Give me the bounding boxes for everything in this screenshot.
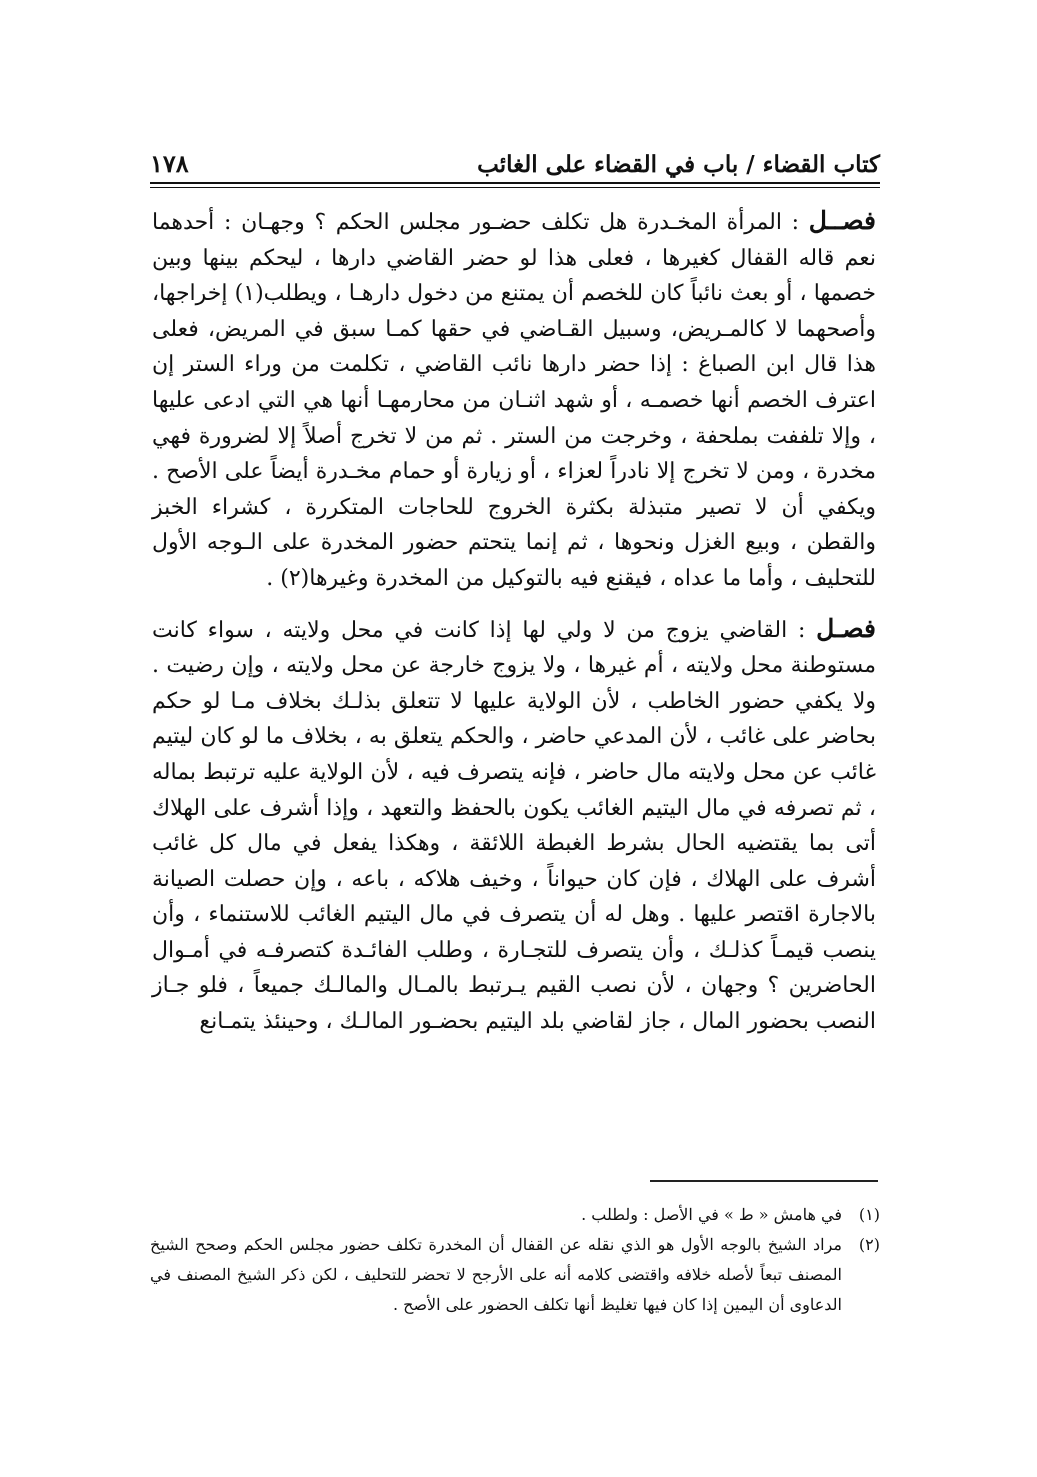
section-keyword: فصــل (808, 206, 876, 235)
running-title: كتاب القضاء / باب في القضاء على الغائب (477, 151, 880, 178)
footnote-rule (650, 1180, 878, 1182)
footnote-item (150, 1200, 880, 1230)
footnote-text: مراد الشيخ بالوجه الأول هو الذي نقله عن القفال أن المخدرة تكلف حضور مجلس الحكم وصحح الشيخ المصنف تبعاً لأصله خلافه واقتضى كلامه أنه على الأرجح لا تحضر للتحليف ، لكن ذكر الشيخ المصنف في الدعاوى أن اليمين إذا كان فيها تغليظ أنها تكلف الحضور على الأصح . (150, 1235, 842, 1314)
header-rule (150, 182, 880, 188)
footnote-text: في هامش « ط » في الأصل : ولطلب . (581, 1205, 842, 1224)
page-header (150, 128, 880, 178)
footnote-number: (١) (858, 1205, 880, 1224)
section-paragraph (152, 203, 876, 597)
section-text: : القاضي يزوج من لا ولي لها إذا كانت في محل ولايته ، سواء كانت مستوطنة محل ولايته ، أم غيرها ، ولا يزوج خارجة عن محل ولايته ، وإن رضيت . ولا يكفي حضور الخاطب ، لأن الولاية عليها لا تتعلق بذلـك بخلاف مـا لو حكم بحاضر على غائب ، لأن المدعي حاضر ، والحكم يتعلق به ، بخلاف ما لو كان ليتيم غائب عن محل ولايته مال حاضر ، فإنه يتصرف فيه ، لأن الولاية عليه ترتبط بماله ، ثم تصرفه في مال اليتيم الغائب يكون بالحفظ والتعهد ، وإذا أشرف على الهلاك أتى بما يقتضيه الحال بشرط الغبطة اللائقة ، وهكذا يفعل في مال كل غائب أشرف على الهلاك ، فإن كان حيواناً ، وخيف هلاكه ، باعه ، وإن حصلت الصيانة بالاجارة اقتصر عليها . وهل له أن يتصرف في مال اليتيم الغائب للاستنماء ، وأن ينصب قيمـاً كذلـك ، وأن يتصرف للتجـارة ، وطلب الفائـدة كتصرفـه في أمـوال الحاضرين ؟ وجهان ، لأن نصب القيم يـرتبط بالمـال والمالـك جميعاً ، فلو جـاز النصب بحضور المال ، جاز لقاضي بلد اليتيم بحضـور المالـك ، وحينئذ يتمـانع (152, 617, 876, 1035)
footnote-item (150, 1230, 880, 1320)
page-number: ١٧٨ (150, 149, 189, 178)
footnote-number: (٢) (858, 1235, 880, 1254)
main-text (152, 203, 876, 1040)
section-keyword: فصـل (816, 613, 876, 643)
footnotes (150, 1200, 880, 1320)
section-text: : المرأة المخـدرة هل تكلف حضـور مجلس الحكم ؟ وجهـان : أحدهما نعم قاله القفال كغيرها ، فعلى هذا لو حضر القاضي دارها ، ليحكم بينها وبين خصمها ، أو بعث نائباً كان للخصم أن يمتنع من دخول دارهـا ، ويطلب(١) إخراجها، وأصحهما لا كالمـريض، وسبيل القـاضي في حقها كمـا سبق في المريض، فعلى هذا قال ابن الصباغ : إذا حضر دارها نائب القاضي ، تكلمت من وراء الستر إن اعترف الخصم أنها خصمـه ، أو شهد اثنـان من محارمهـا أنها هي التي ادعى عليها ، وإلا تلففت بملحفة ، وخرجت من الستر . ثم من لا تخرج أصلاً إلا لضرورة فهي مخدرة ، ومن لا تخرج إلا نادراً لعزاء ، أو زيارة أو حمام مخـدرة أيضاً على الأصح . ويكفي أن لا تصير متبذلة بكثرة الخروج للحاجات المتكررة ، كشراء الخبز والقطن ، وبيع الغزل ونحوها ، ثم إنما يتحتم حضور المخدرة على الـوجه الأول للتحليف ، وأما ما عداه ، فيقنع فيه بالتوكيل من المخدرة وغيرها(٢) . (152, 210, 876, 591)
section-paragraph (152, 611, 876, 1040)
